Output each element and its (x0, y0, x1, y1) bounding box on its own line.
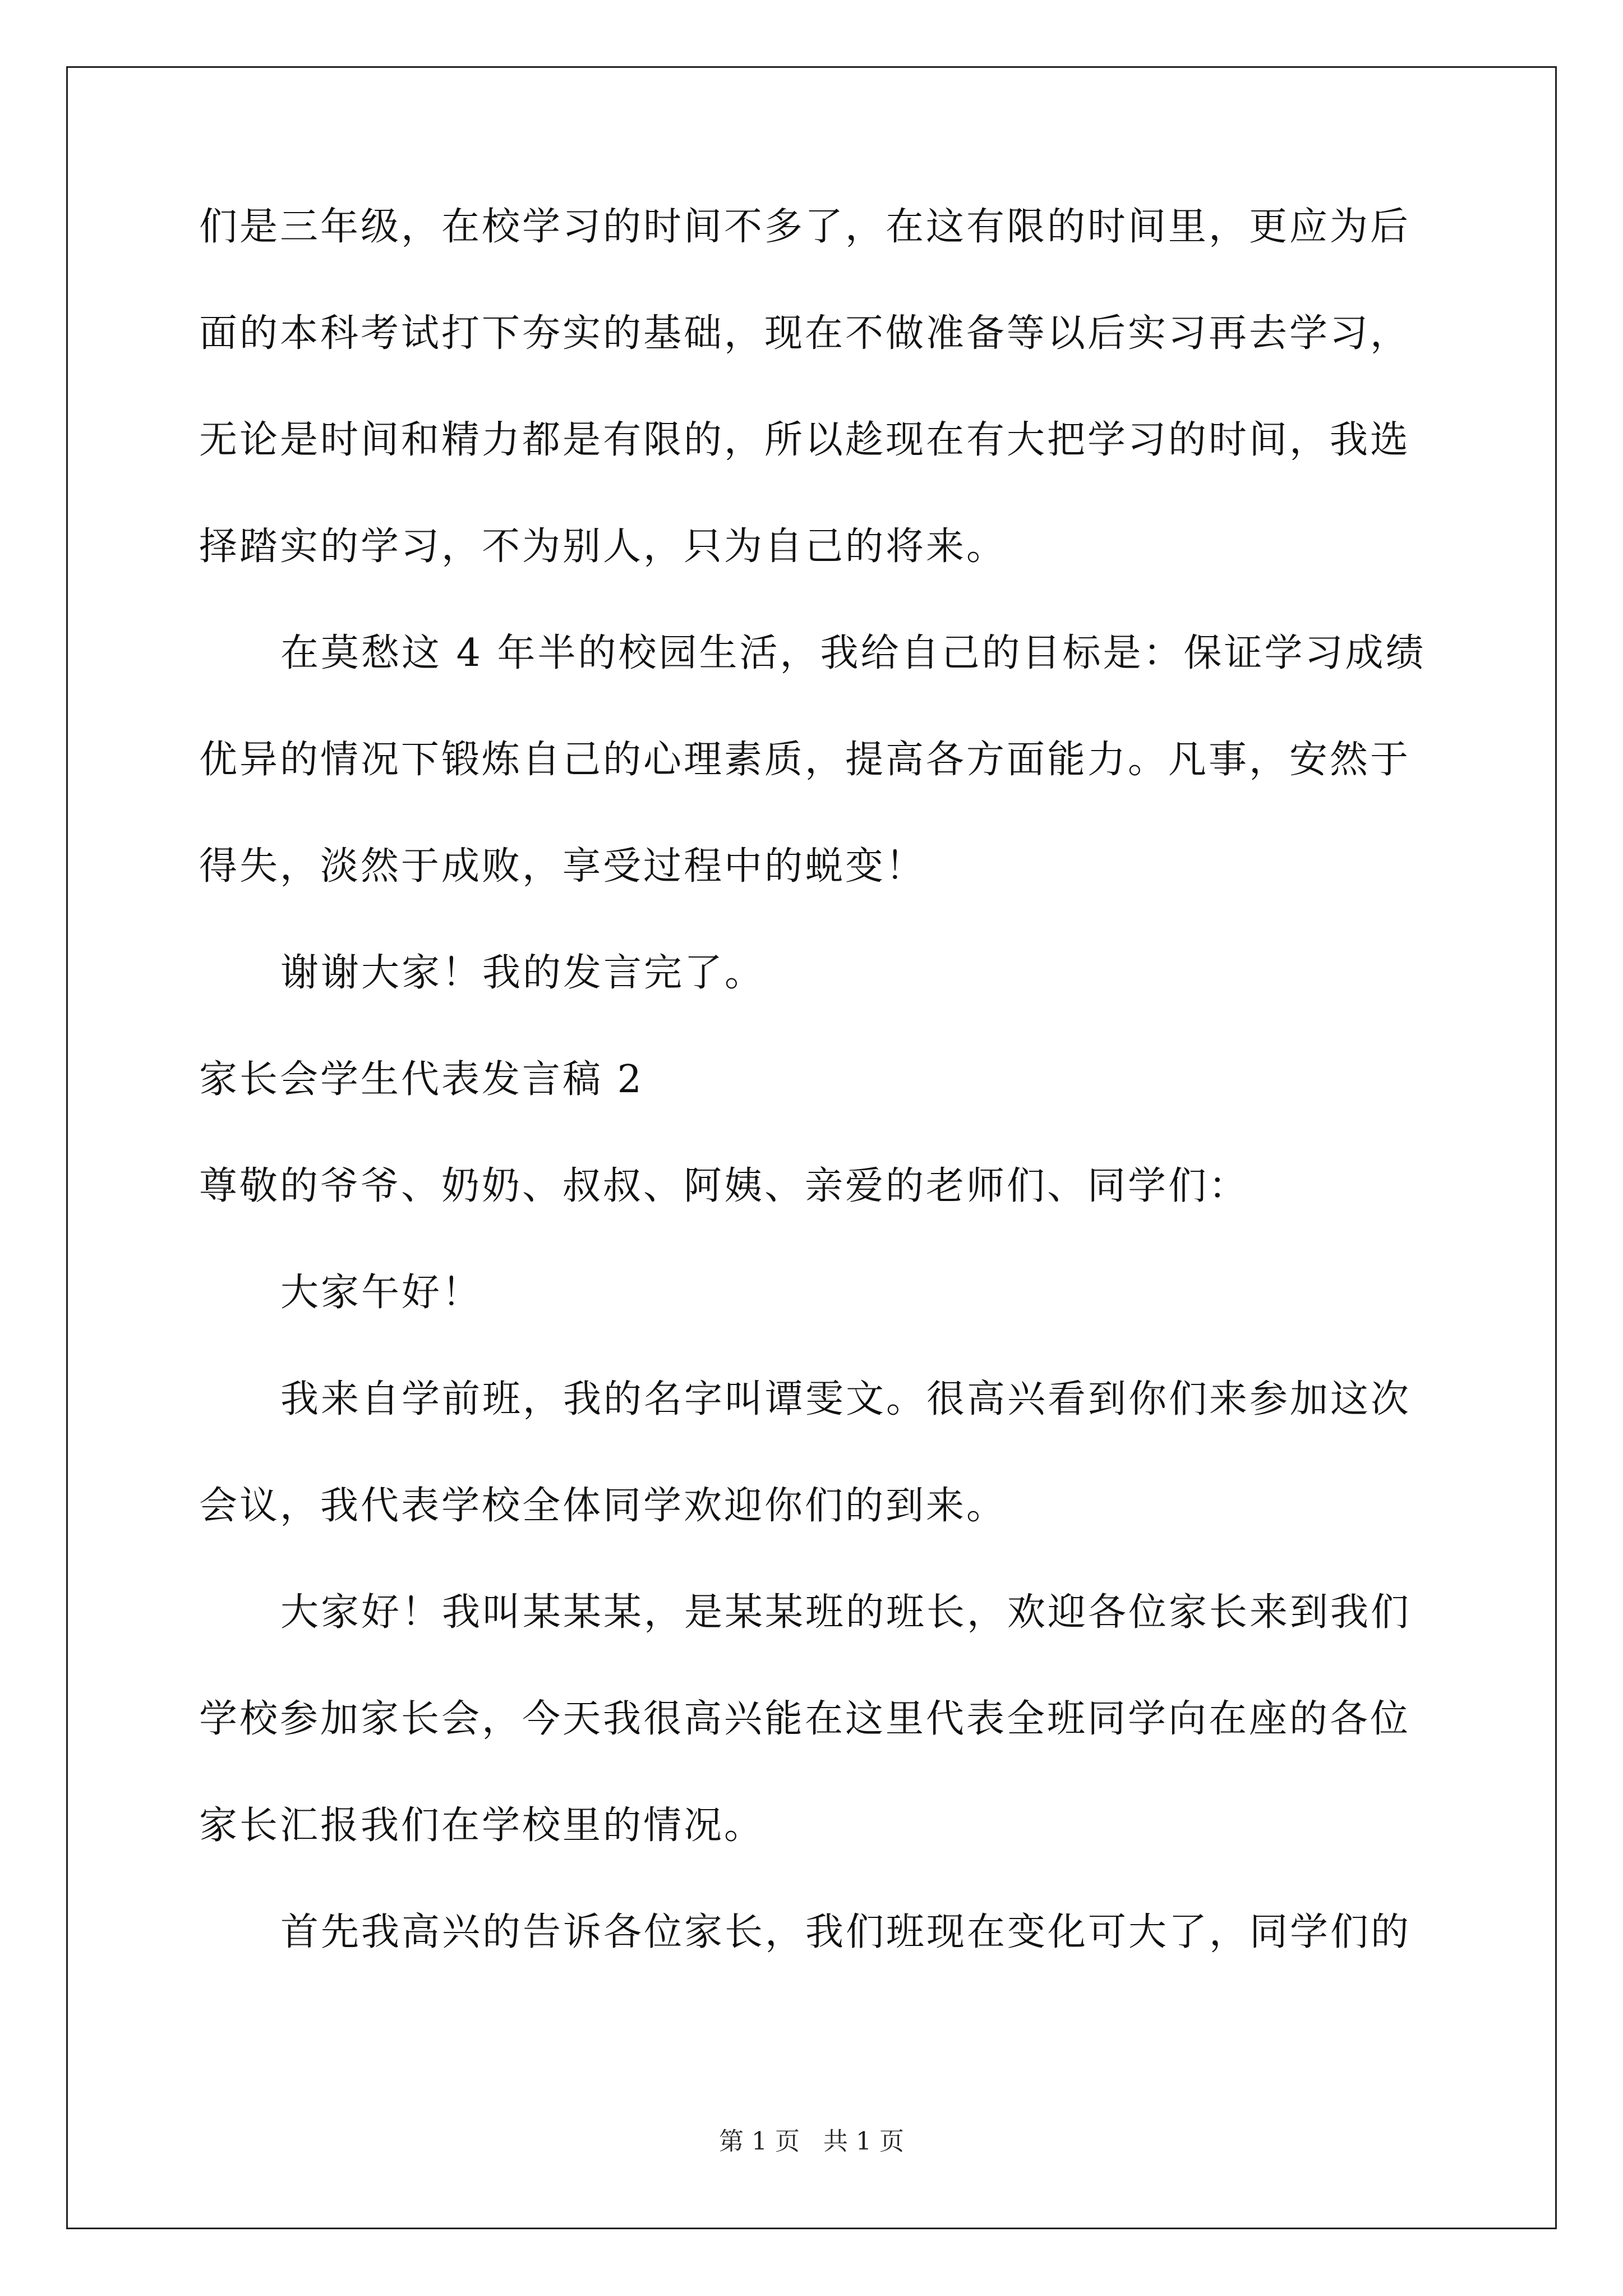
document-body (199, 205, 1427, 2017)
paragraph-start: 我来自学前班，我的名字叫谭雯文。很高兴看到你们来参加这次 (280, 1377, 1412, 1421)
paragraph-start: 谢谢大家！我的发言完了。 (280, 951, 766, 995)
section-heading: 家长会学生代表发言稿 2 (199, 1057, 644, 1102)
page-footer (0, 2126, 1623, 2157)
salutation: 尊敬的爷爷、奶奶、叔叔、阿姨、亲爱的老师们、同学们： (199, 1164, 1249, 1208)
paragraph-start: 首先我高兴的告诉各位家长，我们班现在变化可大了，同学们的 (280, 1910, 1412, 1954)
greeting: 大家午好！ (280, 1271, 483, 1315)
text-line: 学校参加家长会，今天我很高兴能在这里代表全班同学向在座的各位 (199, 1697, 1411, 1741)
text-line: 无论是时间和精力都是有限的，所以趁现在有大把学习的时间，我选 (199, 418, 1411, 462)
text-line: 得失，淡然于成败，享受过程中的蜕变！ (199, 844, 926, 889)
paragraph-start: 大家好！我叫某某某，是某某班的班长，欢迎各位家长来到我们 (280, 1590, 1412, 1635)
page-count: 共 1 页 (823, 2127, 904, 2156)
paragraph-start: 在莫愁这 4 年半的校园生活，我给自己的目标是：保证学习成绩 (280, 631, 1426, 675)
text-line: 面的本科考试打下夯实的基础，现在不做准备等以后实习再去学习， (199, 311, 1411, 356)
page-number: 第 1 页 (719, 2127, 800, 2156)
text-line: 优异的情况下锻炼自己的心理素质，提高各方面能力。凡事，安然于 (199, 738, 1411, 782)
text-line: 家长汇报我们在学校里的情况。 (199, 1803, 765, 1848)
text-line: 会议，我代表学校全体同学欢迎你们的到来。 (199, 1484, 1007, 1528)
text-line: 择踏实的学习，不为别人，只为自己的将来。 (199, 524, 1007, 569)
text-line: 们是三年级，在校学习的时间不多了，在这有限的时间里，更应为后 (199, 205, 1411, 249)
